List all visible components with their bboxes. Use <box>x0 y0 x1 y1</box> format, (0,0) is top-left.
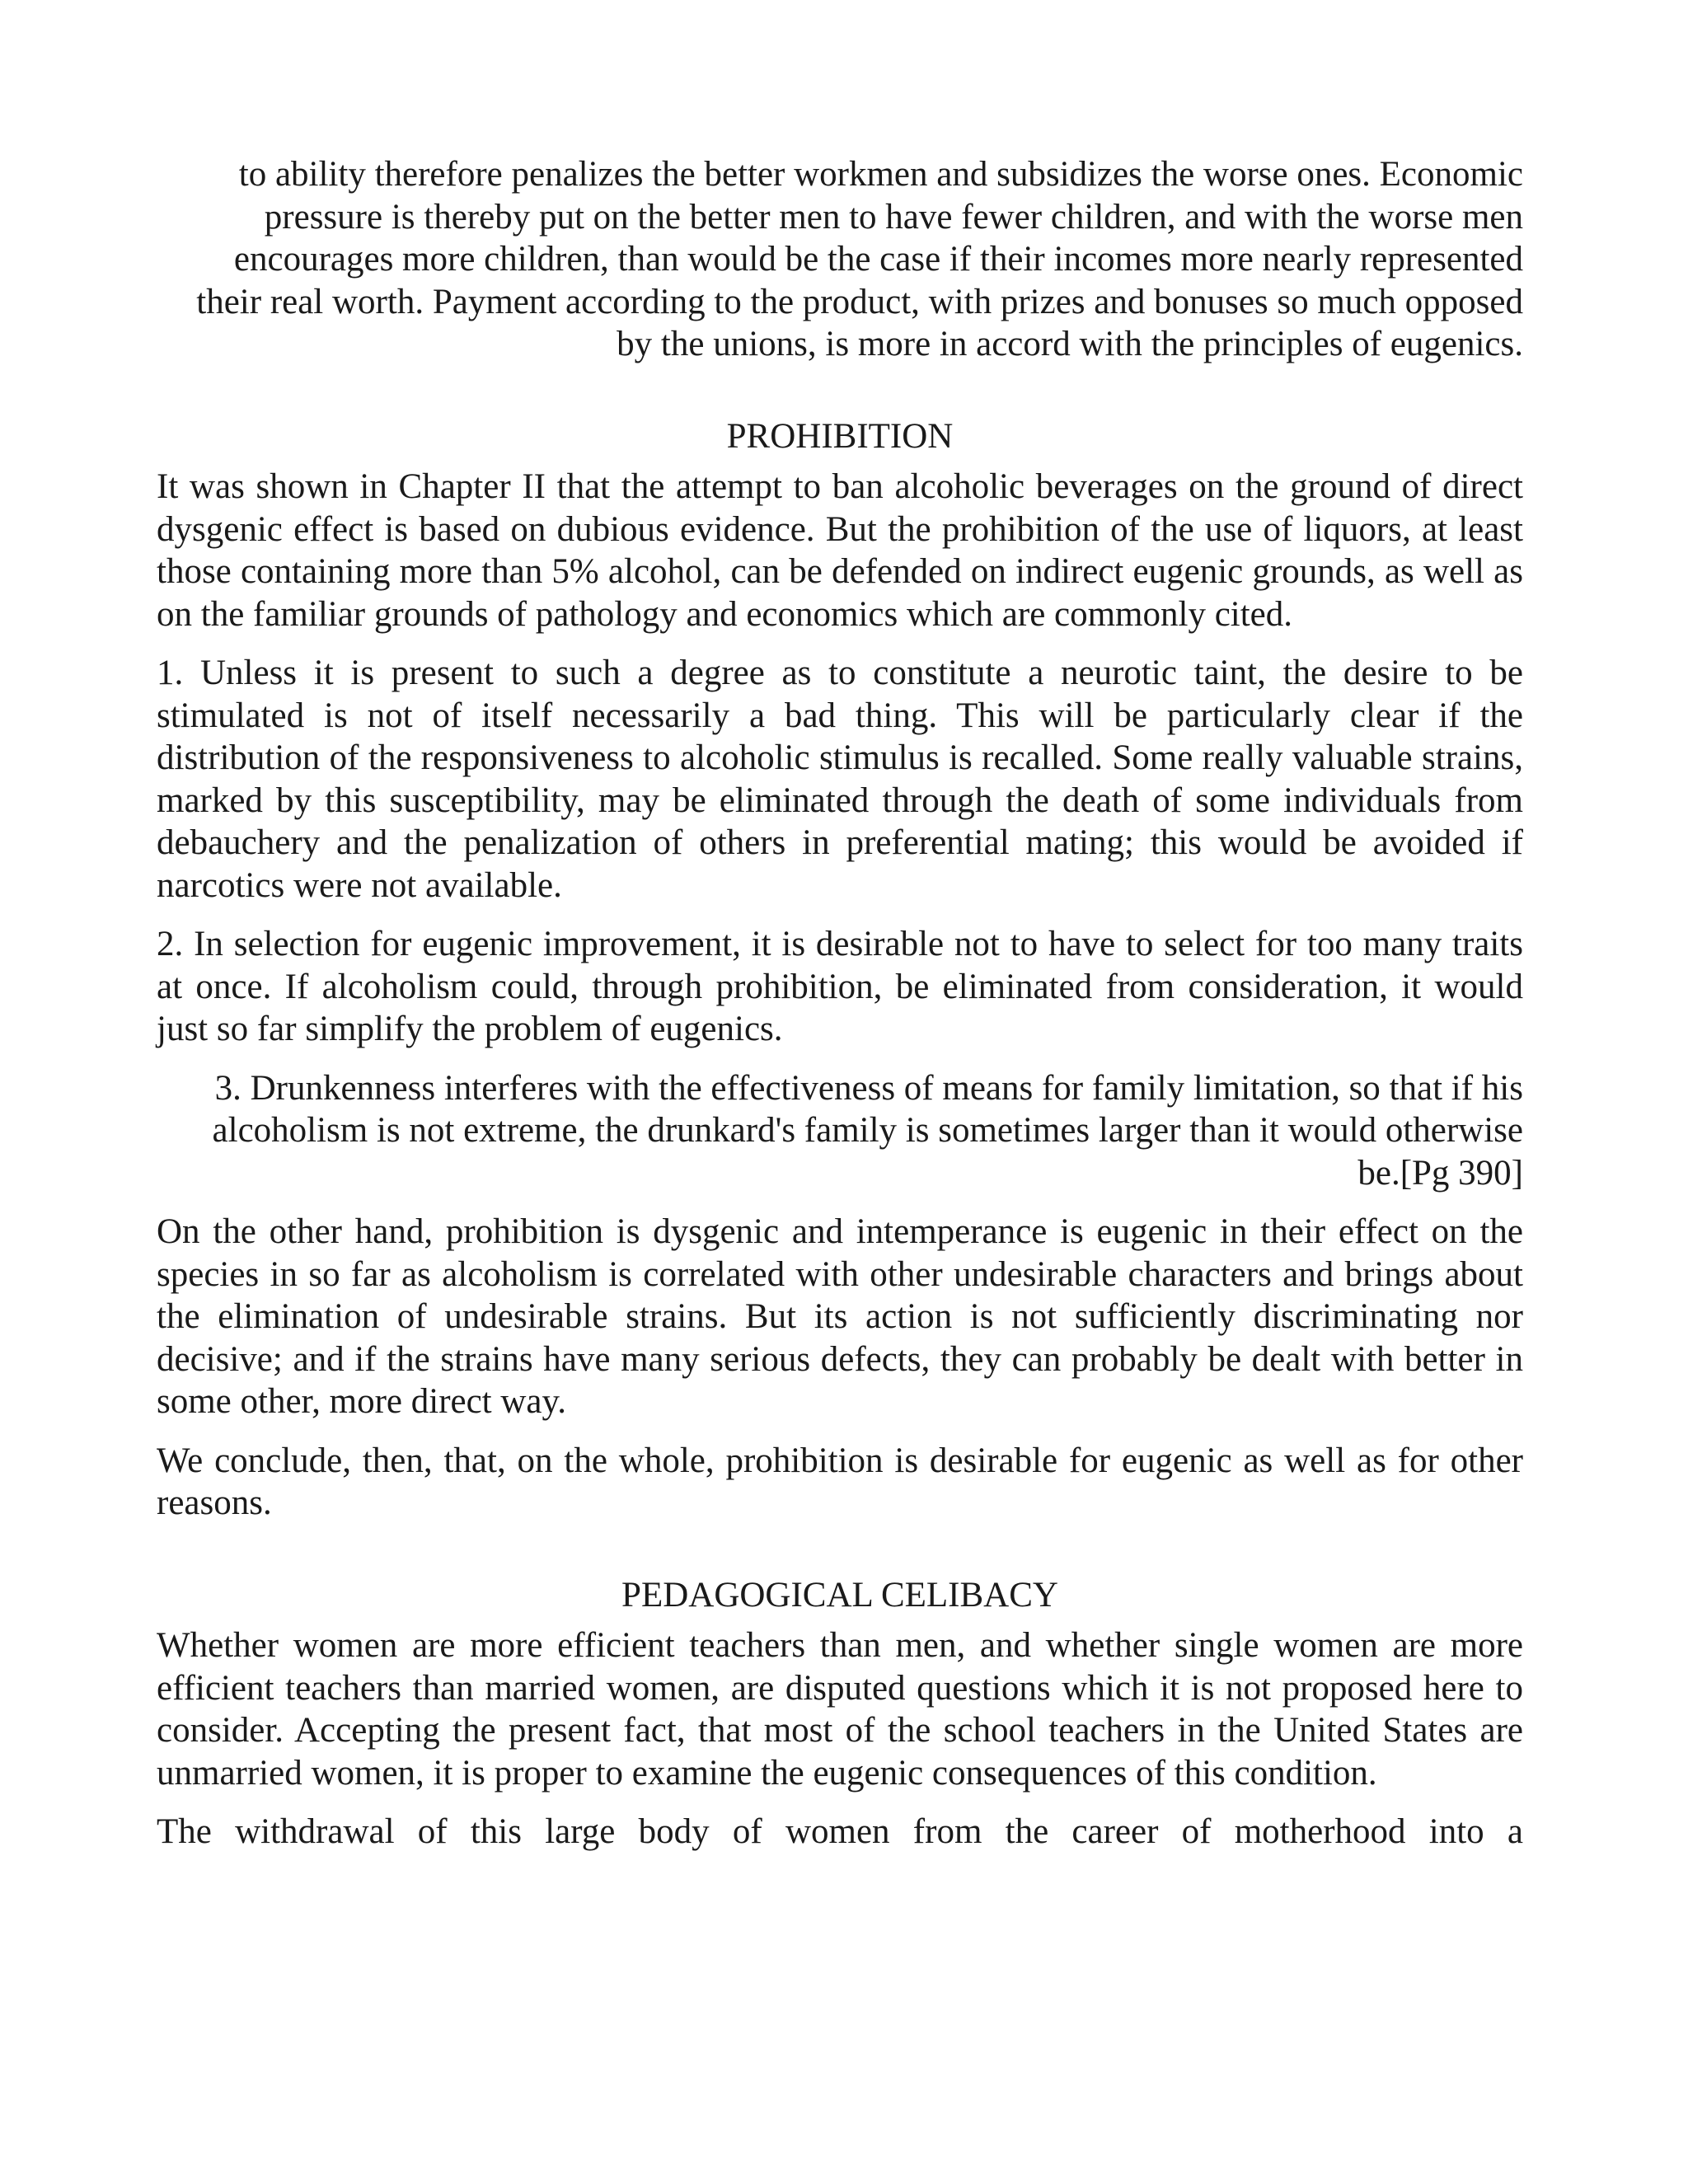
section-heading-pedagogical-celibacy: PEDAGOGICAL CELIBACY <box>621 1575 1058 1615</box>
paragraph-conclusion: We conclude, then, that, on the whole, prohibition is desirable for eugenic as well as for other reasons. <box>157 1441 1523 1522</box>
paragraph-point-1: 1. Unless it is present to such a degree as to constitute a neurotic taint, the desire to be stimulated is not of itself necessarily a bad thing. This will be particularly clear if the distribution of the responsiveness to alcoholic stimulus is recalled. Some really valuable strains, marked by this susceptibility, may be eliminated through the death of some individuals from debauchery and the penalization of others in preferential mating; this would be avoided if narcotics were not available. <box>157 654 1523 905</box>
paragraph-point-3: 3. Drunkenness interferes with the effectiveness of means for family limitation, so that if his alcoholism is not extreme, the drunkard's family is sometimes larger than it would otherwise be.[Pg 390] <box>212 1068 1523 1193</box>
page-body <box>157 153 1523 1870</box>
paragraph-prohibition-intro: It was shown in Chapter II that the attempt to ban alcoholic beverages on the ground of direct dysgenic effect is based on dubious evidence. But the prohibition of the use of liquors, at least those containing more than 5% alcohol, can be defended on indirect eugenic grounds, as well as on the familiar grounds of pathology and economics which are commonly cited. <box>157 467 1523 634</box>
section-heading-prohibition: PROHIBITION <box>726 416 954 456</box>
paragraph-other-hand: On the other hand, prohibition is dysgenic and intemperance is eugenic in their effect on the species in so far as alcoholism is correlated with other undesirable characters and brings about the elimination of undesirable strains. But its action is not sufficiently discriminating nor decisive; and if the strains have many serious defects, they can probably be dealt with better in some other, more direct way. <box>157 1212 1523 1421</box>
intro-paragraph: to ability therefore penalizes the better workmen and subsidizes the worse ones. Economic pressure is thereby put on the better men to have fewer children, and with the worse men encourages more children, than would be the case if their incomes more nearly represented their real worth. Payment according to the product, with prizes and bonuses so much opposed by the unions, is more in accord with the principles of eugenics. <box>196 155 1523 363</box>
paragraph-withdrawal: The withdrawal of this large body of women from the career of motherhood into a <box>157 1812 1523 1851</box>
paragraph-teachers: Whether women are more efficient teachers than men, and whether single women are more efficient teachers than married women, are disputed questions which it is not proposed here to consider. Accepting the present fact, that most of the school teachers in the United States are unmarried women, it is proper to examine the eugenic consequences of this condition. <box>157 1626 1523 1793</box>
paragraph-point-2: 2. In selection for eugenic improvement, it is desirable not to have to select for too many traits at once. If alcoholism could, through prohibition, be eliminated from consideration, it would just so far simplify the problem of eugenics. <box>157 925 1523 1048</box>
